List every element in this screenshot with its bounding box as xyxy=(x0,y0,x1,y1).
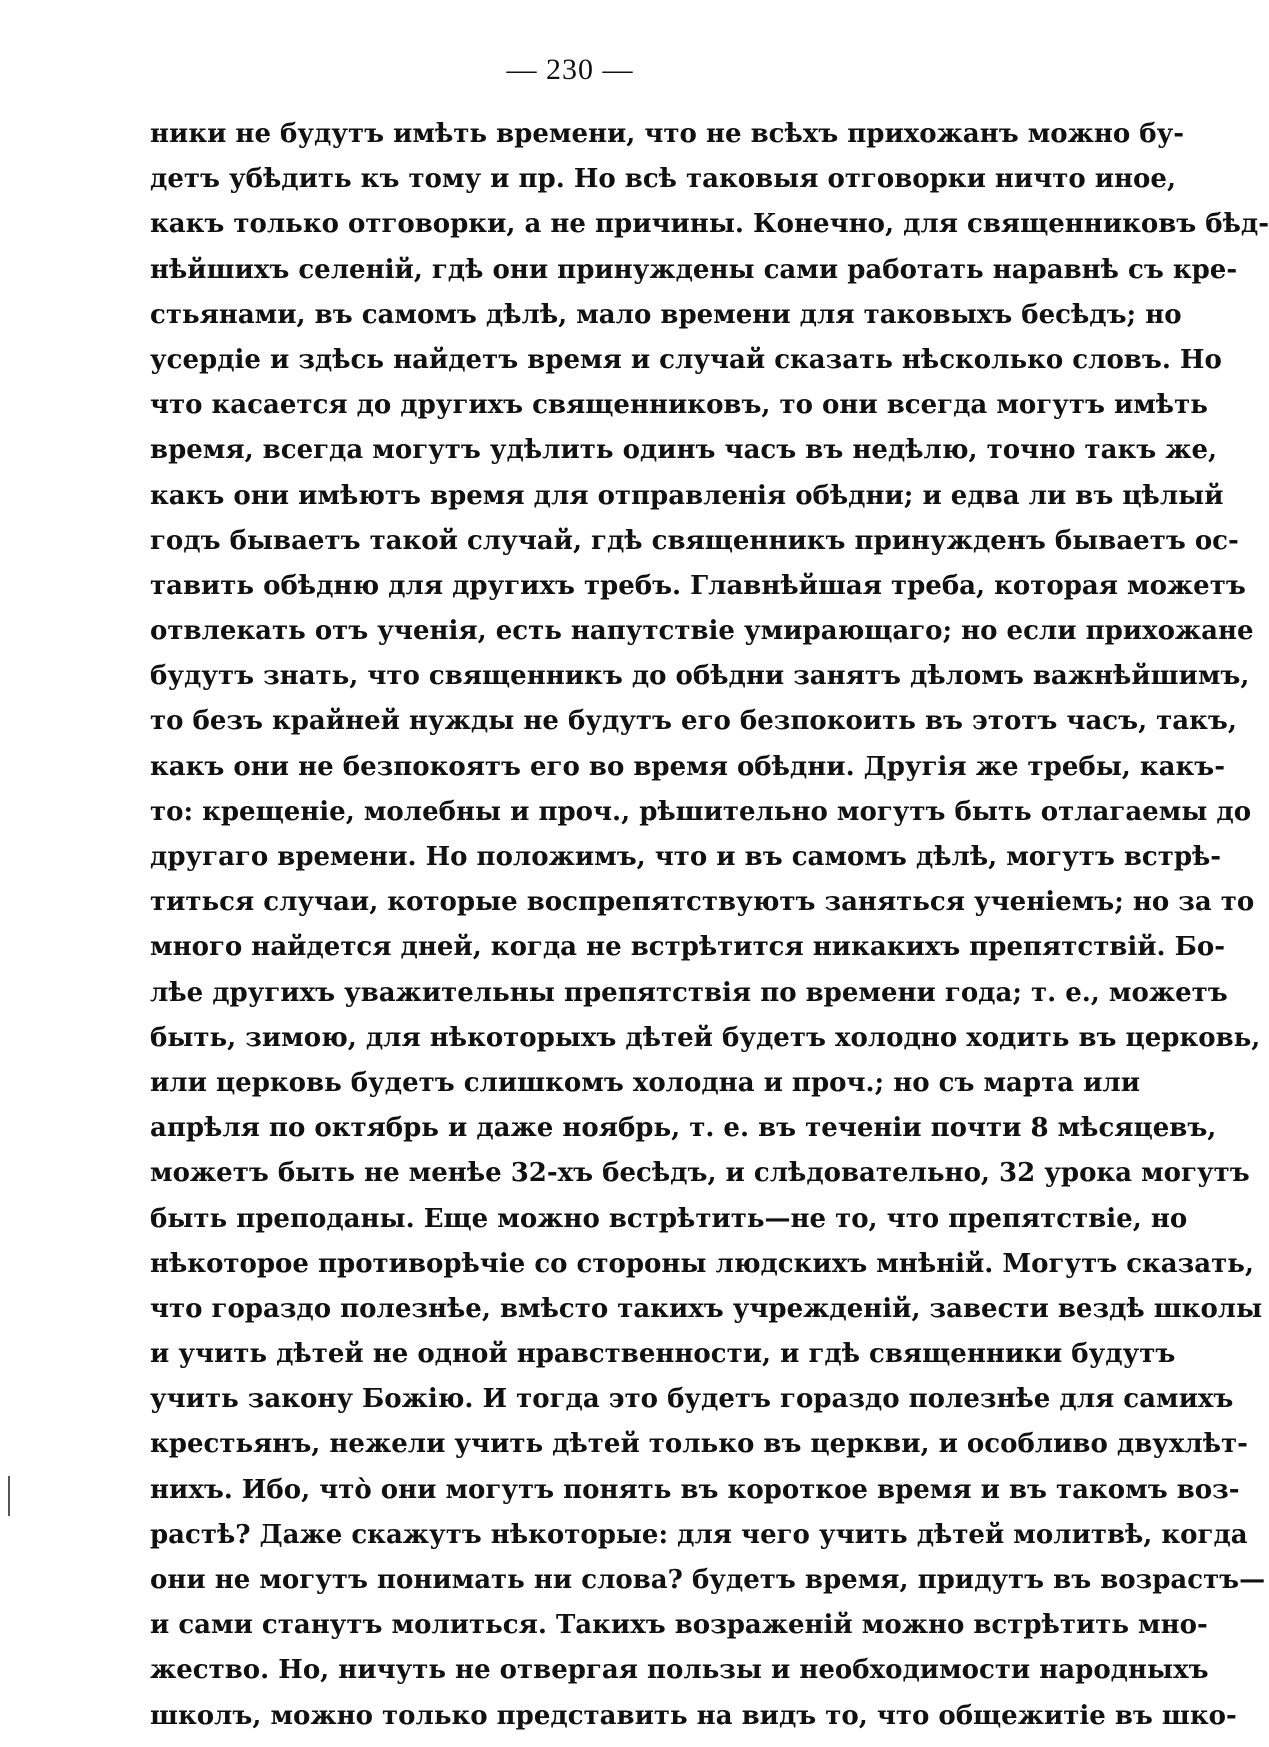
text-line: нихъ. Ибо, что̀ они могутъ понять въ короткое время и въ такомъ воз- xyxy=(150,1474,1240,1505)
text-line: какъ только отговорки, а не причины. Конечно, для священниковъ бѣд- xyxy=(150,209,1269,240)
page-number: — 230 — xyxy=(506,53,634,86)
text-line: много найдется дней, когда не встрѣтится никакихъ препятствій. Бо- xyxy=(150,932,1225,963)
text-line: отвлекать отъ ученія, есть напутствіе умирающаго; но если прихожане xyxy=(150,616,1254,647)
scan-margin-mark xyxy=(8,1476,10,1516)
text-line: и сами станутъ молиться. Такихъ возраженій можно встрѣтить мно- xyxy=(150,1610,1208,1641)
text-line: что гораздо полезнѣе, вмѣсто такихъ учрежденій, завести вездѣ школы xyxy=(150,1293,1263,1324)
text-line: тавить обѣдню для другихъ требъ. Главнѣйшая треба, которая можетъ xyxy=(150,570,1246,601)
text-line: жество. Но, ничуть не отвергая пользы и необходимости народныхъ xyxy=(150,1655,1209,1686)
text-line: растѣ? Даже скажутъ нѣкоторые: для чего учить дѣтей молитвѣ, когда xyxy=(150,1519,1248,1550)
text-line: нѣкоторое противорѣчіе со стороны людскихъ мнѣній. Могутъ сказать, xyxy=(150,1248,1254,1279)
text-line: и учить дѣтей не одной нравственности, и гдѣ священники будутъ xyxy=(150,1339,1176,1370)
text-line: титься случаи, которые воспрепятствуютъ заняться ученіемъ; но за то xyxy=(150,887,1255,918)
text-line: учить закону Божію. И тогда это будетъ гораздо полезнѣе для самихъ xyxy=(150,1384,1234,1415)
text-line: то безъ крайней нужды не будутъ его безпокоить въ этотъ часъ, такъ, xyxy=(150,706,1237,737)
text-line: или церковь будетъ слишкомъ холодна и проч.; но съ марта или xyxy=(150,1067,1140,1098)
text-line: будутъ знать, что священникъ до обѣдни занятъ дѣломъ важнѣйшимъ, xyxy=(150,661,1250,692)
text-line: школъ, можно только представить на видъ то, что общежитіе въ шко- xyxy=(150,1700,1237,1731)
text-line: детъ убѣдить къ тому и пр. Но всѣ таковыя отговорки ничто иное, xyxy=(150,164,1176,195)
text-line: годъ бываетъ такой случай, гдѣ священникъ принужденъ бываетъ ос- xyxy=(150,525,1239,556)
text-line: нѣйшихъ селеній, гдѣ они принуждены сами работать наравнѣ съ кре- xyxy=(150,254,1238,285)
text-line: ники не будутъ имѣть времени, что не всѣхъ прихожанъ можно бу- xyxy=(150,119,1185,149)
text-line: что касается до другихъ священниковъ, то они всегда могутъ имѣть xyxy=(150,390,1208,421)
body-text xyxy=(150,112,1269,1739)
text-line: другаго времени. Но положимъ, что и въ самомъ дѣлѣ, могутъ встрѣ- xyxy=(150,842,1222,872)
text-line: какъ они не безпокоятъ его во время обѣдни. Другія же требы, какъ- xyxy=(150,751,1226,782)
text-line: быть, зимою, для нѣкоторыхъ дѣтей будетъ холодно ходить въ церковь, xyxy=(150,1022,1261,1053)
text-line: крестьянъ, нежели учить дѣтей только въ церкви, и особливо двухлѣт- xyxy=(150,1429,1248,1460)
text-line: они не могутъ понимать ни слова? будетъ время, придутъ въ возрастъ— xyxy=(150,1565,1266,1595)
text-line: время, всегда могутъ удѣлить одинъ часъ въ недѣлю, точно такъ же, xyxy=(150,435,1218,466)
text-line: стьянами, въ самомъ дѣлѣ, мало времени для таковыхъ бесѣдъ; но xyxy=(150,299,1182,330)
text-line: то: крещеніе, молебны и проч., рѣшительно могутъ быть отлагаемы до xyxy=(150,796,1252,827)
text-line: можетъ быть не менѣе 32-хъ бесѣдъ, и слѣдовательно, 32 урока могутъ xyxy=(150,1158,1250,1189)
text-line: быть преподаны. Еще можно встрѣтить—не то, что препятствіе, но xyxy=(150,1203,1188,1234)
text-line: лѣе другихъ уважительны препятствія по времени года; т. е., можетъ xyxy=(150,977,1228,1008)
text-line: апрѣля по октябрь и даже ноябрь, т. е. въ теченіи почти 8 мѣсяцевъ, xyxy=(150,1113,1217,1144)
text-line: усердіе и здѣсь найдетъ время и случай сказать нѣсколько словъ. Но xyxy=(150,344,1222,375)
text-line: какъ они имѣютъ время для отправленія обѣдни; и едва ли въ цѣлый xyxy=(150,480,1224,511)
